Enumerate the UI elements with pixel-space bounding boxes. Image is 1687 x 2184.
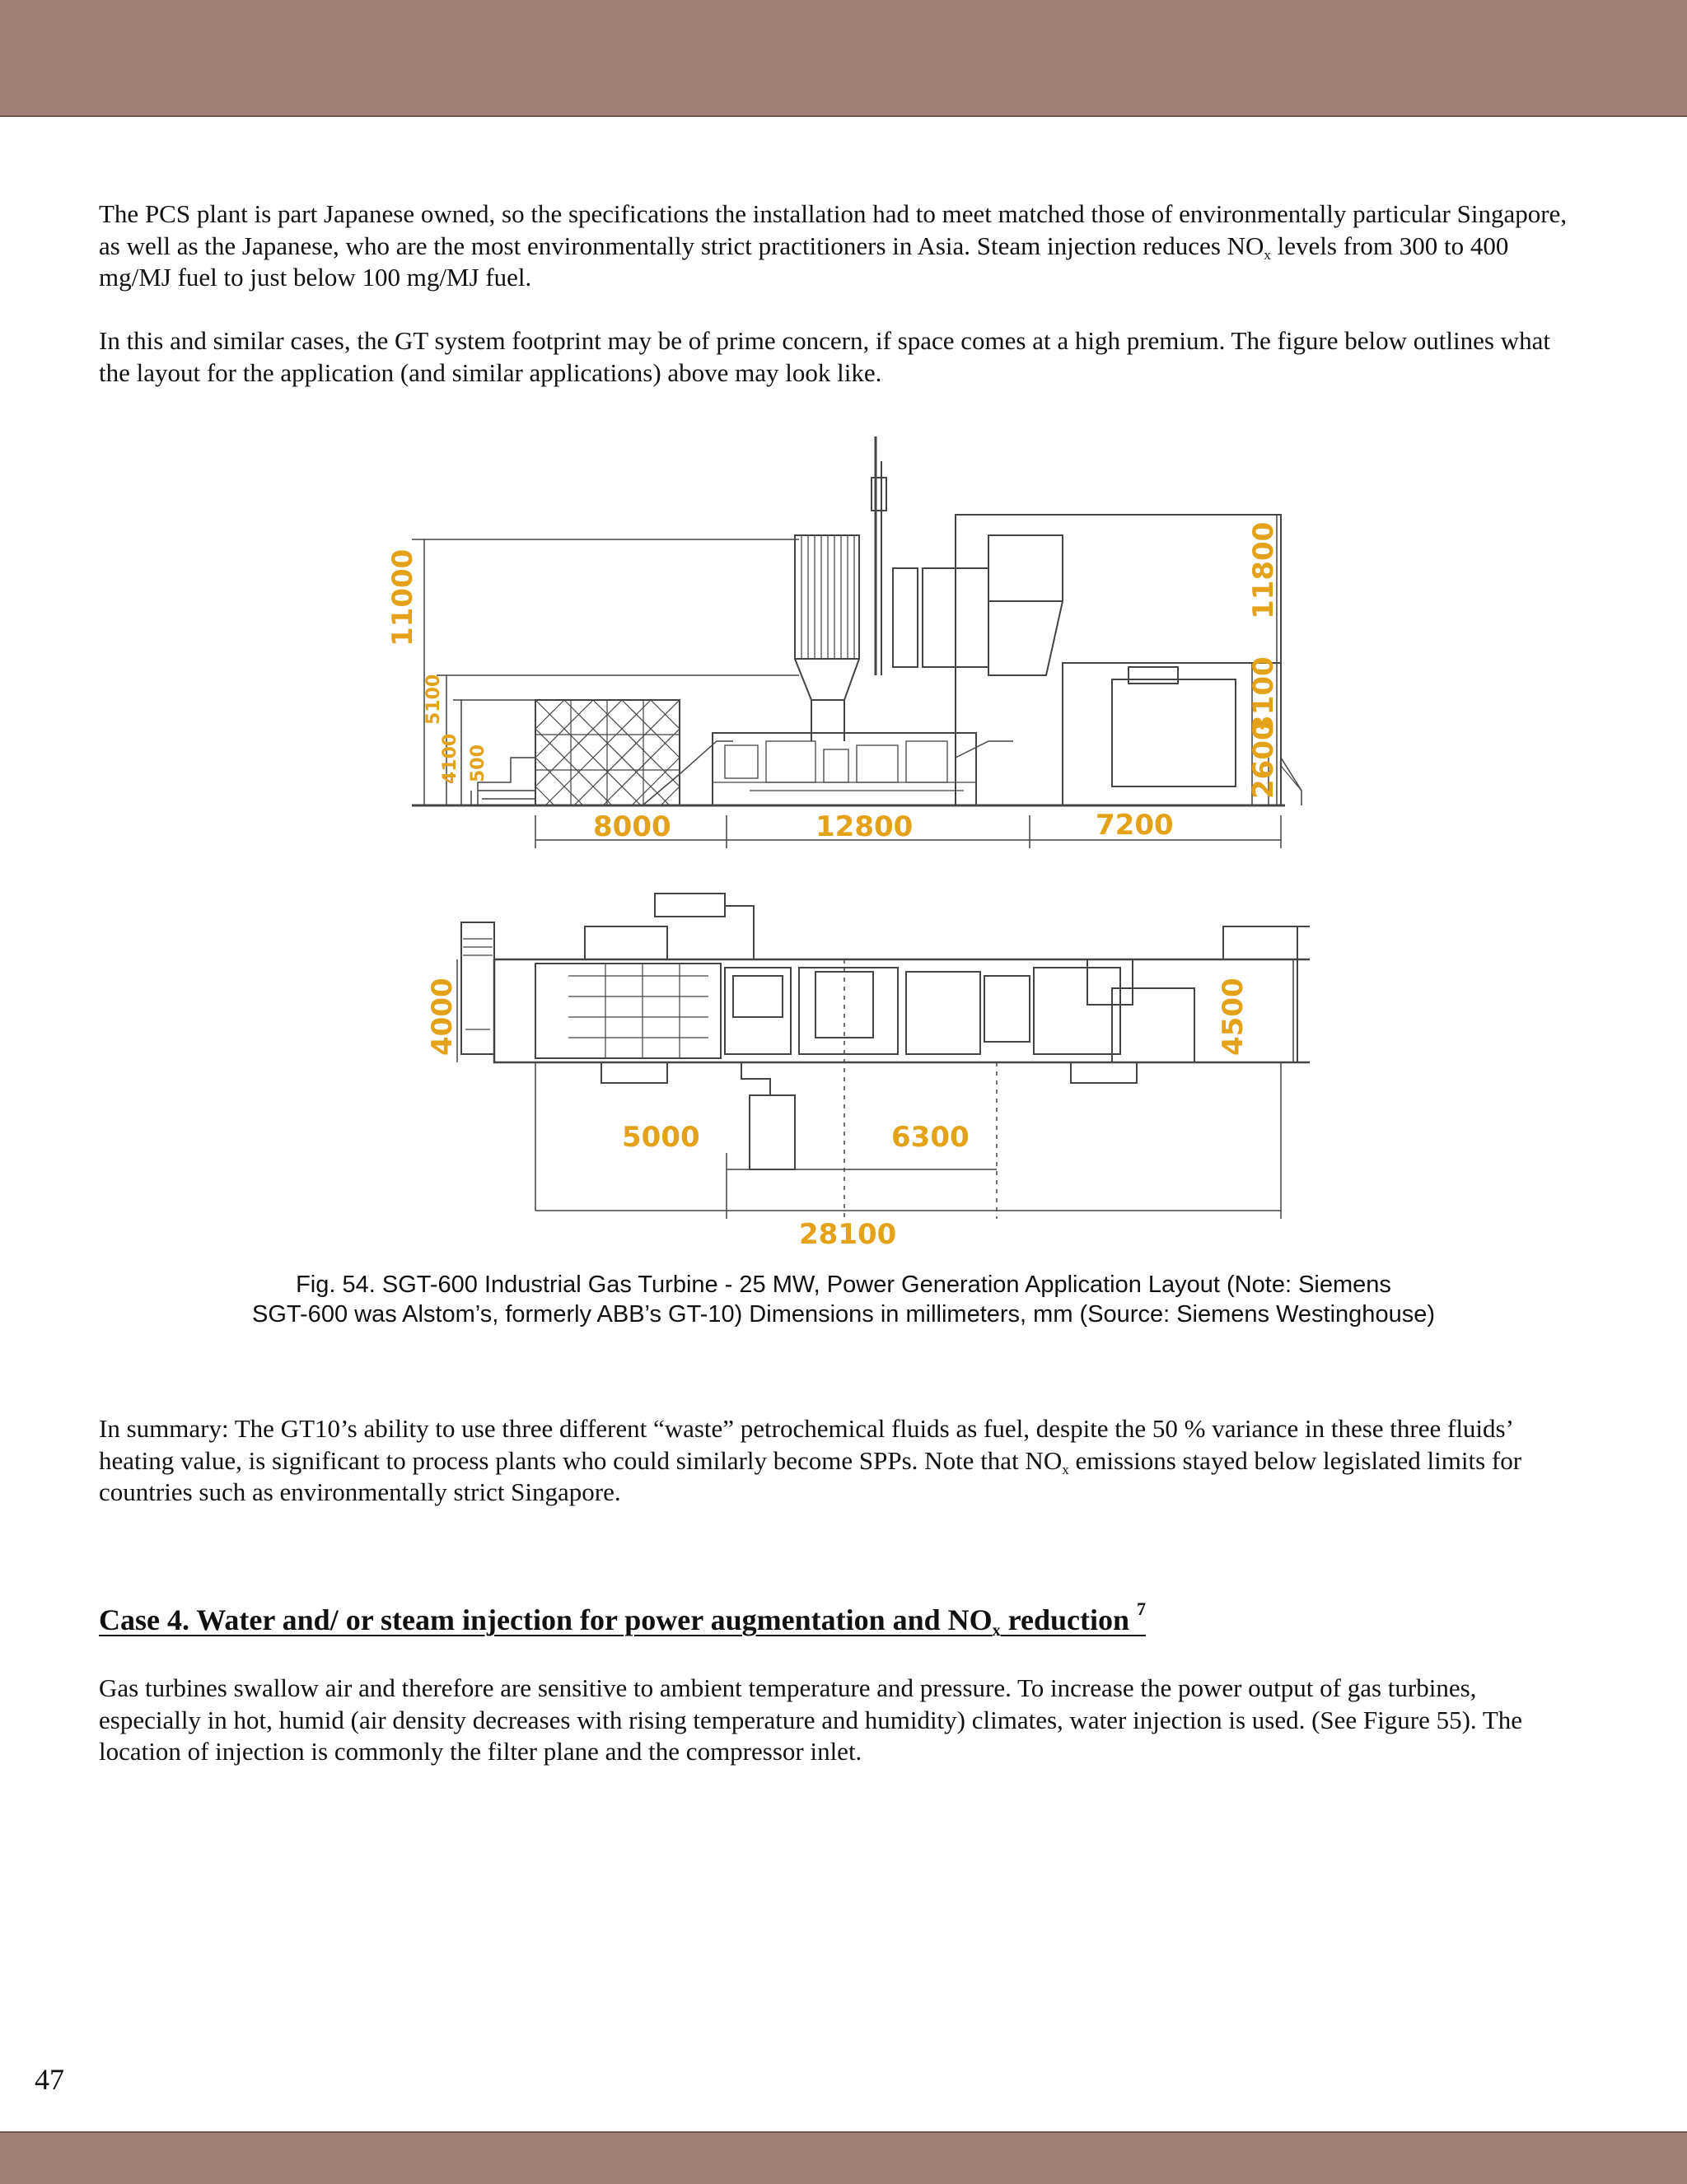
dim-plan-width-total: 28100 <box>799 1218 897 1251</box>
layout-figure <box>387 428 1310 1252</box>
dim-plan-width-a: 5000 <box>622 1121 700 1154</box>
dim-elev-height-b: 4100 <box>440 733 460 784</box>
header-band <box>0 0 1687 117</box>
page-number: 47 <box>35 2063 64 2096</box>
paragraph-footprint: In this and similar cases, the GT system footprint may be of prime concern, if space comes at a high premium. The figure below outlines what the layout for the application (and similar applications) above may look like. <box>99 326 1550 387</box>
dim-elev-width-c: 7200 <box>1096 809 1174 842</box>
dim-elev-height-right-total: 11800 <box>1247 521 1280 619</box>
elevation-view <box>412 436 1301 848</box>
dim-elev-height-a: 5100 <box>423 674 444 725</box>
footer-band <box>0 2131 1687 2184</box>
dim-elev-height-total: 11000 <box>387 548 419 646</box>
dim-plan-height-right: 4500 <box>1217 978 1250 1056</box>
dim-elev-width-a: 8000 <box>593 810 671 843</box>
paragraph-pcs-plant: The PCS plant is part Japanese owned, so the specifications the installation had to meet matched those of environmentally particular Singapore, as well as the Japanese, who are the most environmentally strict practitioners in Asia. Steam injection reduces $NO_x$ levels from 300 to 400 mg/MJ fuel to just below 100 mg/MJ fuel. <box>99 199 1568 292</box>
dim-elev-height-right-b: 2600 <box>1247 721 1280 799</box>
dim-elev-height-right-a: 3100 <box>1247 656 1280 735</box>
dim-elev-width-b: 12800 <box>815 810 914 843</box>
dim-elev-height-c: 500 <box>468 744 488 782</box>
paragraph-summary: In summary: The GT10’s ability to use three different “waste” petrochemical fluids as fuel, despite the 50 % variance in these three fluids’ heating value, is significant to process plants who could similarly become SPPs. Note that $NO_x$ emissions stayed below legislated limits for countries such as environmentally strict Singapore. <box>99 1414 1522 1506</box>
dim-plan-width-b: 6300 <box>891 1121 970 1154</box>
paragraph-water-injection: Gas turbines swallow air and therefore are sensitive to ambient temperature and pressure. To increase the power output of gas turbines, especially in hot, humid (air density decreases with rising temperature and humidity) climates, water injection is used. (See Figure 55). The location of injection is commonly the filter plane and the compressor inlet. <box>99 1673 1523 1766</box>
figure-caption: Fig. 54. SGT-600 Industrial Gas Turbine - 25 MW, Power Generation Application Layout (Note: Siemens SGT-600 was Alstom’s, formerly ABB’s GT-10) Dimensions in millimeters, mm (Source: Siemens Westinghouse) <box>252 1272 1435 1328</box>
section-heading-case-4: Case 4. Water and/ or steam injection for power augmentation and $NO_x$ reduction $^7$ <box>99 1598 1147 1640</box>
plan-view <box>457 894 1310 1219</box>
dim-plan-height-left: 4000 <box>426 978 459 1056</box>
dimension-labels <box>387 522 1280 1251</box>
turbine-layout-drawing <box>387 428 1310 1252</box>
